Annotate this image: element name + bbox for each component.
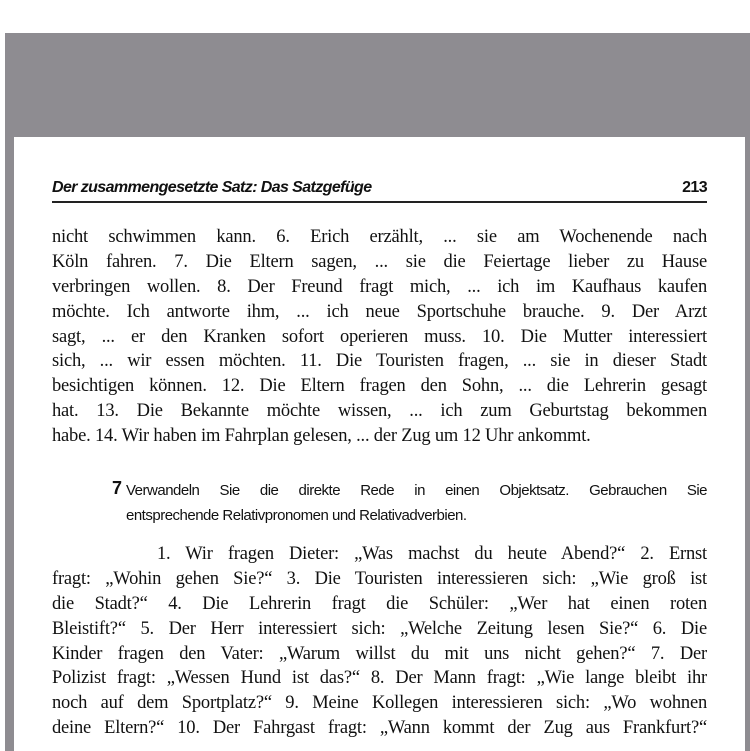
text-line: Bleistift?“ 5. Der Herr interessiert sich: „Welche Zeitung lesen Sie?“ 6. Die <box>52 618 707 639</box>
text-line: deine Eltern?“ 10. Der Fahrgast fragt: „Wann kommt der Zug aus Frankfurt?“ <box>52 718 707 739</box>
text-line: verbringen wollen. 8. Der Freund fragt mich, ... ich im Kaufhaus kaufen <box>52 276 707 297</box>
continued-exercise-text <box>52 225 707 449</box>
text-line: 1. Wir fragen Dieter: „Was machst du heute Abend?“ 2. Ernst <box>157 544 707 564</box>
text-line: nicht schwimmen kann. 6. Erich erzählt, ... sie am Wochenende nach <box>52 227 707 247</box>
instruction-line: Verwandeln Sie die direkte Rede in einen Objektsatz. Gebrauchen Sie <box>126 482 707 499</box>
exercise-text <box>52 542 707 741</box>
text-line: habe. 14. Wir haben im Fahrplan gelesen, ... der Zug um 12 Uhr ankommt. <box>52 426 591 447</box>
text-line: noch auf dem Sportplatz?“ 9. Meine Kollegen interessieren sich: „Wo wohnen <box>52 693 707 714</box>
running-header <box>52 177 707 203</box>
instruction-line: entsprechende Relativpronomen und Relativadverbien. <box>126 507 467 524</box>
text-line: sagt, ... er den Kranken sofort operieren muss. 10. Die Mutter interessiert <box>52 326 707 347</box>
text-line: hat. 13. Die Bekannte möchte wissen, ... ich zum Geburtstag bekommen <box>52 401 707 422</box>
page-number: 213 <box>682 179 707 196</box>
book-page <box>14 137 745 751</box>
text-line: möchte. Ich antworte ihm, ... ich neue Sportschuhe brauche. 9. Der Arzt <box>52 301 707 322</box>
chapter-title: Der zusammengesetzte Satz: Das Satzgefüge <box>52 179 372 196</box>
text-line: Kinder fragen den Vater: „Warum willst du mit uns nicht gehen?“ 7. Der <box>52 643 707 664</box>
exercise-number: 7 <box>112 478 122 498</box>
text-line: Köln fahren. 7. Die Eltern sagen, ... sie die Feiertage lieber zu Hause <box>52 251 707 272</box>
text-line: Polizist fragt: „Wessen Hund ist das?“ 8. Der Mann fragt: „Wie lange bleibt ihr <box>52 668 707 689</box>
text-line: sich, ... wir essen möchten. 11. Die Touristen fragen, ... sie in dieser Stadt <box>52 351 707 372</box>
text-line: besichtigen können. 12. Die Eltern fragen den Sohn, ... die Lehrerin gesagt <box>52 376 707 397</box>
text-line: fragt: „Wohin gehen Sie?“ 3. Die Touristen interessieren sich: „Wie groß ist <box>52 568 707 589</box>
exercise-instruction <box>112 478 707 528</box>
text-line: die Stadt?“ 4. Die Lehrerin fragt die Schüler: „Wer hat einen roten <box>52 593 707 614</box>
